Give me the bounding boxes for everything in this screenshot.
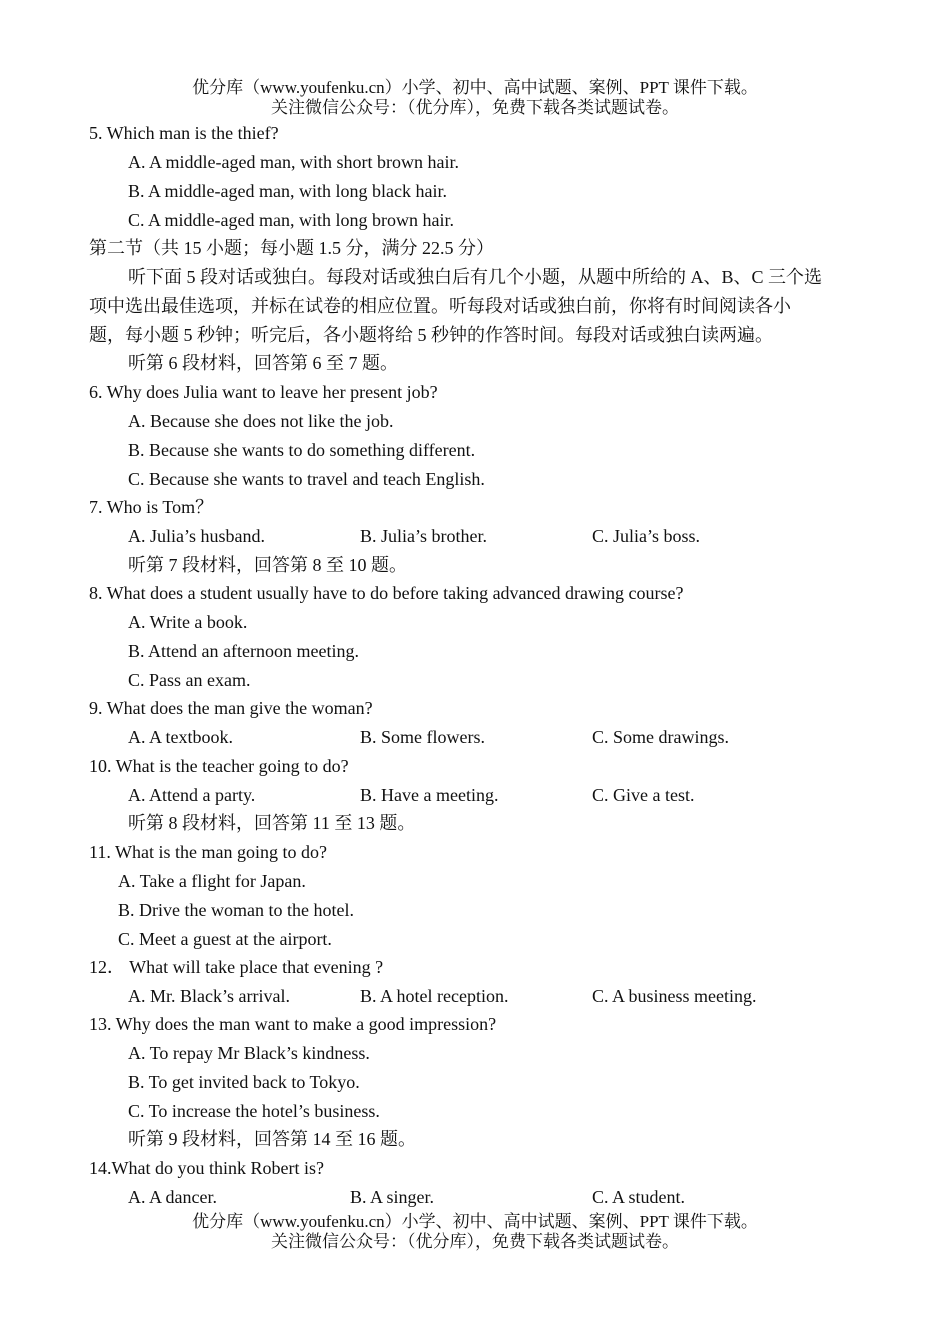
q6-option-c: C. Because she wants to travel and teach English. <box>128 469 485 489</box>
material-6-intro: 听第 6 段材料，回答第 6 至 7 题。 <box>128 353 398 373</box>
q10-option-c: C. Give a test. <box>592 785 695 805</box>
q12-option-a: A. Mr. Black’s arrival. <box>128 986 290 1006</box>
q5-option-c: C. A middle-aged man, with long brown hair. <box>128 210 454 230</box>
q7-option-a: A. Julia’s husband. <box>128 526 265 546</box>
section-2-instructions-3: 题，每小题 5 秒钟；听完后，各小题将给 5 秒钟的作答时间。每段对话或独白读两遍。 <box>89 325 773 345</box>
q6-option-a: A. Because she does not like the job. <box>128 411 394 431</box>
q11-option-b: B. Drive the woman to the hotel. <box>118 900 354 920</box>
q6-option-b: B. Because she wants to do something different. <box>128 440 476 460</box>
question-8: 8. What does a student usually have to do before taking advanced drawing course? <box>89 583 684 603</box>
question-5: 5. Which man is the thief? <box>89 123 279 143</box>
question-10: 10. What is the teacher going to do? <box>89 756 349 776</box>
question-7: 7. Who is Tom？ <box>89 497 214 517</box>
section-2-instructions-2: 项中选出最佳选项，并标在试卷的相应位置。听每段对话或独白前，你将有时间阅读各小 <box>89 296 791 316</box>
q7-option-b: B. Julia’s brother. <box>360 526 487 546</box>
q10-option-b: B. Have a meeting. <box>360 785 499 805</box>
footer-line-2: 关注微信公众号：（优分库），免费下载各类试题试卷。 <box>271 1232 679 1251</box>
header-line-2: 关注微信公众号：（优分库），免费下载各类试题试卷。 <box>271 98 679 117</box>
question-14: 14.What do you think Robert is? <box>89 1158 324 1178</box>
header-line-1: 优分库（www.youfenku.cn）小学、初中、高中试题、案例、PPT 课件下载。 <box>192 78 758 97</box>
material-8-intro: 听第 8 段材料，回答第 11 至 13 题。 <box>128 813 416 833</box>
q7-option-c: C. Julia’s boss. <box>592 526 701 546</box>
material-9-intro: 听第 9 段材料，回答第 14 至 16 题。 <box>128 1129 416 1149</box>
q13-option-b: B. To get invited back to Tokyo. <box>128 1072 360 1092</box>
q9-option-c: C. Some drawings. <box>592 727 729 747</box>
q10-option-a: A. Attend a party. <box>128 785 256 805</box>
q12-option-b: B. A hotel reception. <box>360 986 509 1006</box>
q13-option-a: A. To repay Mr Black’s kindness. <box>128 1043 370 1063</box>
footer-line-1: 优分库（www.youfenku.cn）小学、初中、高中试题、案例、PPT 课件下载。 <box>192 1212 758 1231</box>
question-9: 9. What does the man give the woman? <box>89 698 373 718</box>
q11-option-c: C. Meet a guest at the airport. <box>118 929 332 949</box>
q9-option-a: A. A textbook. <box>128 727 234 747</box>
material-7-intro: 听第 7 段材料，回答第 8 至 10 题。 <box>128 555 407 575</box>
q8-option-a: A. Write a book. <box>128 612 248 632</box>
question-12: 12． What will take place that evening ? <box>89 957 384 977</box>
question-6: 6. Why does Julia want to leave her present job? <box>89 382 438 402</box>
question-13: 13. Why does the man want to make a good impression? <box>89 1014 497 1034</box>
question-11: 11. What is the man going to do? <box>89 842 327 862</box>
section-2-title: 第二节（共 15 小题；每小题 1.5 分，满分 22.5 分） <box>89 238 494 258</box>
q14-option-b: B. A singer. <box>350 1187 435 1207</box>
q5-option-b: B. A middle-aged man, with long black hair. <box>128 181 447 201</box>
q9-option-b: B. Some flowers. <box>360 727 485 747</box>
q14-option-a: A. A dancer. <box>128 1187 217 1207</box>
q5-option-a: A. A middle-aged man, with short brown hair. <box>128 152 459 172</box>
q8-option-c: C. Pass an exam. <box>128 670 251 690</box>
q11-option-a: A. Take a flight for Japan. <box>118 871 306 891</box>
q13-option-c: C. To increase the hotel’s business. <box>128 1101 380 1121</box>
section-2-instructions-1: 听下面 5 段对话或独白。每段对话或独白后有几个小题，从题中所给的 A、B、C 三个选 <box>128 267 823 287</box>
q8-option-b: B. Attend an afternoon meeting. <box>128 641 359 661</box>
q12-option-c: C. A business meeting. <box>592 986 757 1006</box>
q14-option-c: C. A student. <box>592 1187 686 1207</box>
